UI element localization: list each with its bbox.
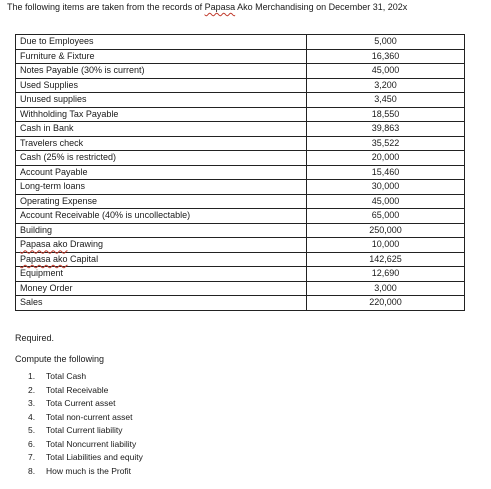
intro-text [7,2,407,12]
task-item [28,397,143,411]
table-row [16,151,465,166]
item-amount: 5,000 [307,35,465,50]
task-number: 2. [28,384,36,395]
item-label: Due to Employees [16,35,307,50]
table-row [16,165,465,180]
item-label-rest: Drawing [67,239,104,250]
table-row [16,281,465,296]
item-label: Sales [16,296,307,311]
task-item [28,438,143,452]
table-row [16,238,465,253]
task-number: 6. [28,438,36,449]
item-amount: 12,690 [307,267,465,282]
item-amount: 65,000 [307,209,465,224]
item-label: Long-term loans [16,180,307,195]
item-label: Money Order [16,281,307,296]
task-label: Total Receivable [46,384,109,395]
task-number: 8. [28,465,36,476]
item-label: Equipment [16,267,307,282]
task-label: Total Cash [46,371,87,381]
table-row [16,78,465,93]
items-table-body [16,35,465,311]
task-label: How much is the Profit [46,465,132,476]
item-label-name: Papasa ako [20,239,68,250]
item-label: Account Payable [16,165,307,180]
table-row [16,267,465,282]
table-row [16,194,465,209]
item-amount: 20,000 [307,151,465,166]
item-label [16,252,307,267]
item-label: Operating Expense [16,194,307,209]
item-amount: 39,863 [307,122,465,137]
task-number: 5. [28,425,36,435]
table-row [16,180,465,195]
task-item [28,411,143,425]
compute-heading: Compute the following [15,354,105,364]
item-label: Building [16,223,307,238]
table-row [16,296,465,311]
item-amount: 3,200 [307,78,465,93]
task-label: Total Noncurrent liability [46,438,137,449]
item-label: Account Receivable (40% is uncollectable) [16,209,307,224]
task-item [28,370,143,384]
required-label: Required. [15,333,55,343]
item-label-rest: Capital [67,253,99,264]
intro-business-name: Papasa [204,2,236,12]
intro-after: Ako Merchandising on December 31, 202x [235,2,408,12]
item-amount: 45,000 [307,194,465,209]
item-amount: 15,460 [307,165,465,180]
table-row [16,209,465,224]
item-amount: 3,000 [307,281,465,296]
item-amount: 45,000 [307,64,465,79]
table-row [16,223,465,238]
task-label: Tota Current asset [46,398,116,408]
task-label: Total Current liability [46,425,123,435]
task-item [28,465,143,479]
table-row [16,122,465,137]
item-amount: 10,000 [307,238,465,253]
item-label: Notes Payable (30% is current) [16,64,307,79]
task-label: Total Liabilities and equity [46,452,143,462]
task-item [28,451,143,465]
task-item [28,424,143,438]
table-row [16,64,465,79]
task-number: 7. [28,452,36,462]
item-label: Used Supplies [16,78,307,93]
intro-before: The following items are taken from the records of [7,2,205,12]
task-label: Total non-current asset [46,411,133,422]
table-row [16,252,465,267]
task-number: 1. [28,371,36,381]
table-row [16,35,465,50]
task-item [28,384,143,398]
table-row [16,93,465,108]
item-label: Cash in Bank [16,122,307,137]
item-amount: 30,000 [307,180,465,195]
item-amount: 220,000 [307,296,465,311]
item-label: Travelers check [16,136,307,151]
item-amount: 35,522 [307,136,465,151]
item-amount: 16,360 [307,49,465,64]
item-label [16,238,307,253]
item-amount: 3,450 [307,93,465,108]
item-label: Unused supplies [16,93,307,108]
item-label: Withholding Tax Payable [16,107,307,122]
item-label: Furniture & Fixture [16,49,307,64]
table-row [16,136,465,151]
items-table [15,34,465,311]
task-number: 3. [28,398,36,408]
item-label-name: Papasa ako [20,253,68,264]
item-label: Cash (25% is restricted) [16,151,307,166]
table-row [16,107,465,122]
tasks-list [28,370,143,478]
item-amount: 250,000 [307,223,465,238]
item-amount: 18,550 [307,107,465,122]
item-amount: 142,625 [307,252,465,267]
task-number: 4. [28,411,36,422]
table-row [16,49,465,64]
